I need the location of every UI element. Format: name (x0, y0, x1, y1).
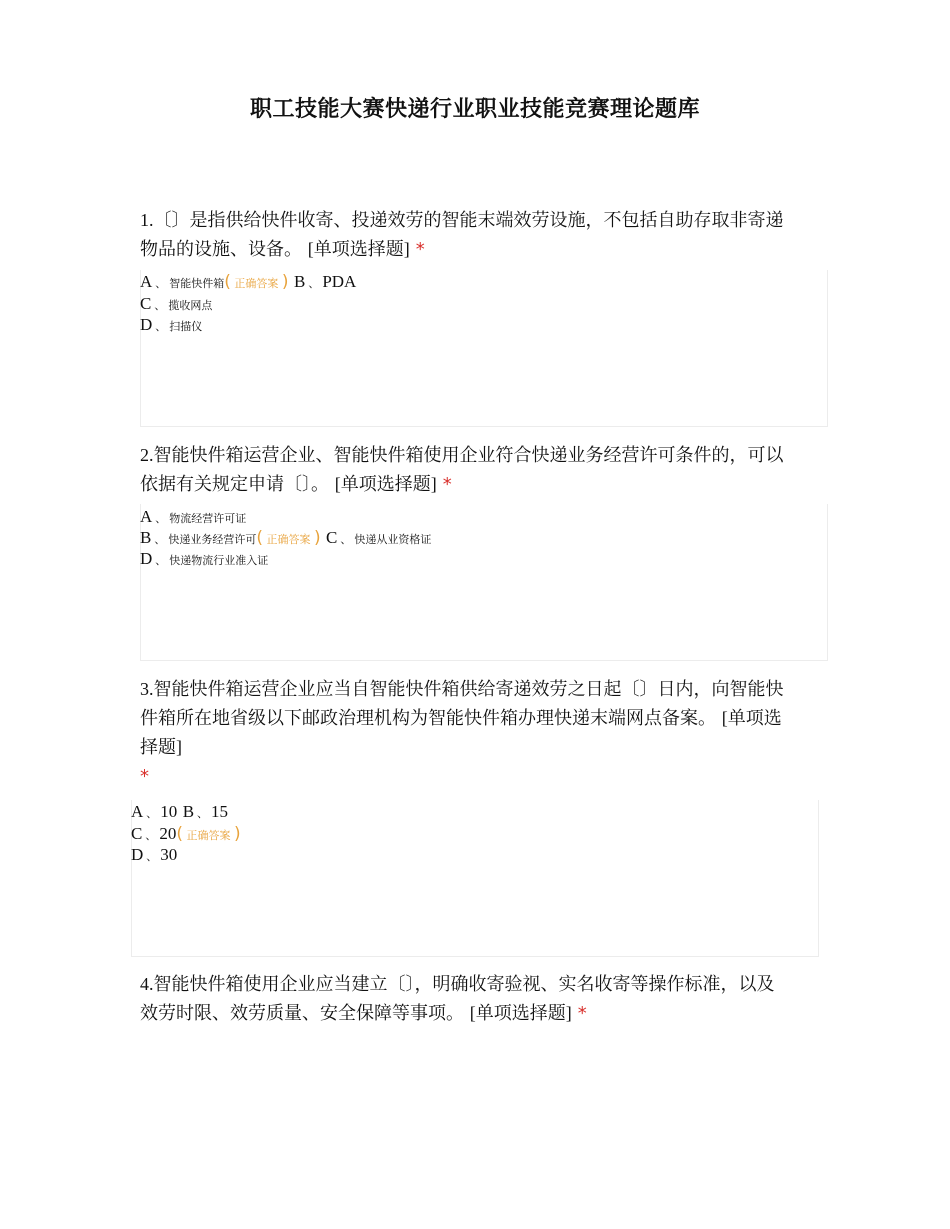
option-row: C 、 揽收网点 (140, 294, 213, 313)
question-4 (140, 970, 815, 1028)
question-3-text-line3: 择题] (140, 737, 182, 757)
option-row: D 、 扫描仪 (140, 315, 203, 334)
option-b[interactable]: 15 (211, 802, 229, 821)
required-star: * (577, 1003, 587, 1024)
option-d[interactable]: 扫描仪 (169, 320, 203, 333)
option-row: C 、 20( 正确答案 ) (131, 824, 241, 844)
correct-answer-badge: ( 正确答案 ) (224, 272, 289, 292)
question-1 (140, 206, 815, 264)
correct-answer-badge: ( 正确答案 ) (176, 824, 241, 844)
option-row: A 、 物流经营许可证 (140, 507, 247, 526)
question-type: [单项选择题] (469, 1003, 572, 1023)
option-c[interactable]: 20 (159, 824, 177, 843)
option-c[interactable]: 快递从业资格证 (354, 533, 432, 546)
required-star: * (415, 239, 425, 260)
question-3 (140, 675, 815, 791)
required-star: * (442, 474, 452, 495)
option-row: D 、 30 (131, 845, 178, 864)
option-a[interactable]: 智能快件箱 (169, 277, 225, 290)
question-type: [单项选择题] (334, 474, 437, 494)
question-3-text-line2: 件箱所在地省级以下邮政治理机构为智能快件箱办理快递末端网点备案。 [单项选 (140, 708, 782, 729)
question-3-text-line1: 3.智能快件箱运营企业应当自智能快件箱供给寄递效劳之日起〔〕日内，向智能快 (140, 679, 784, 700)
question-4-text-line1: 4.智能快件箱使用企业应当建立〔〕，明确收寄验视、实名收寄等操作标准，以及 (140, 974, 775, 995)
option-row: A 、 智能快件箱( 正确答案 ) B 、 PDA (140, 272, 357, 292)
option-row: D 、 快递物流行业准入证 (140, 549, 269, 568)
page-title: 职工技能大赛快递行业职业技能竞赛理论题库 (249, 97, 700, 122)
option-d[interactable]: 快递物流行业准入证 (169, 554, 269, 567)
question-2-text-line1: 2.智能快件箱运营企业、智能快件箱使用企业符合快递业务经营许可条件的，可以 (140, 445, 784, 466)
question-1-text-line1: 1.〔〕是指供给快件收寄、投递效劳的智能末端效劳设施，不包括自助存取非寄递 (140, 210, 784, 231)
option-a[interactable]: 10 (160, 802, 178, 821)
option-c[interactable]: 揽收网点 (168, 299, 213, 312)
question-4-text-line2: 效劳时限、效劳质量、安全保障等事项。 [单项选择题] * (140, 1003, 587, 1024)
option-b[interactable]: 快递业务经营许可 (168, 533, 257, 546)
option-b[interactable]: PDA (322, 272, 357, 291)
question-1-text-line2: 物品的设施、设备。 [单项选择题] * (140, 239, 425, 260)
option-row: A 、 10 B 、 15 (131, 802, 229, 821)
option-d[interactable]: 30 (160, 845, 178, 864)
question-2 (140, 441, 815, 499)
correct-answer-badge: ( 正确答案 ) (256, 528, 321, 548)
option-row: B 、 快递业务经营许可( 正确答案 ) C 、 快递从业资格证 (140, 528, 432, 548)
option-a[interactable]: 物流经营许可证 (169, 512, 247, 525)
question-type: [单项选择题] (307, 239, 410, 259)
question-2-text-line2: 依据有关规定申请〔〕。 [单项选择题] * (140, 474, 452, 495)
required-star: * (140, 766, 149, 787)
